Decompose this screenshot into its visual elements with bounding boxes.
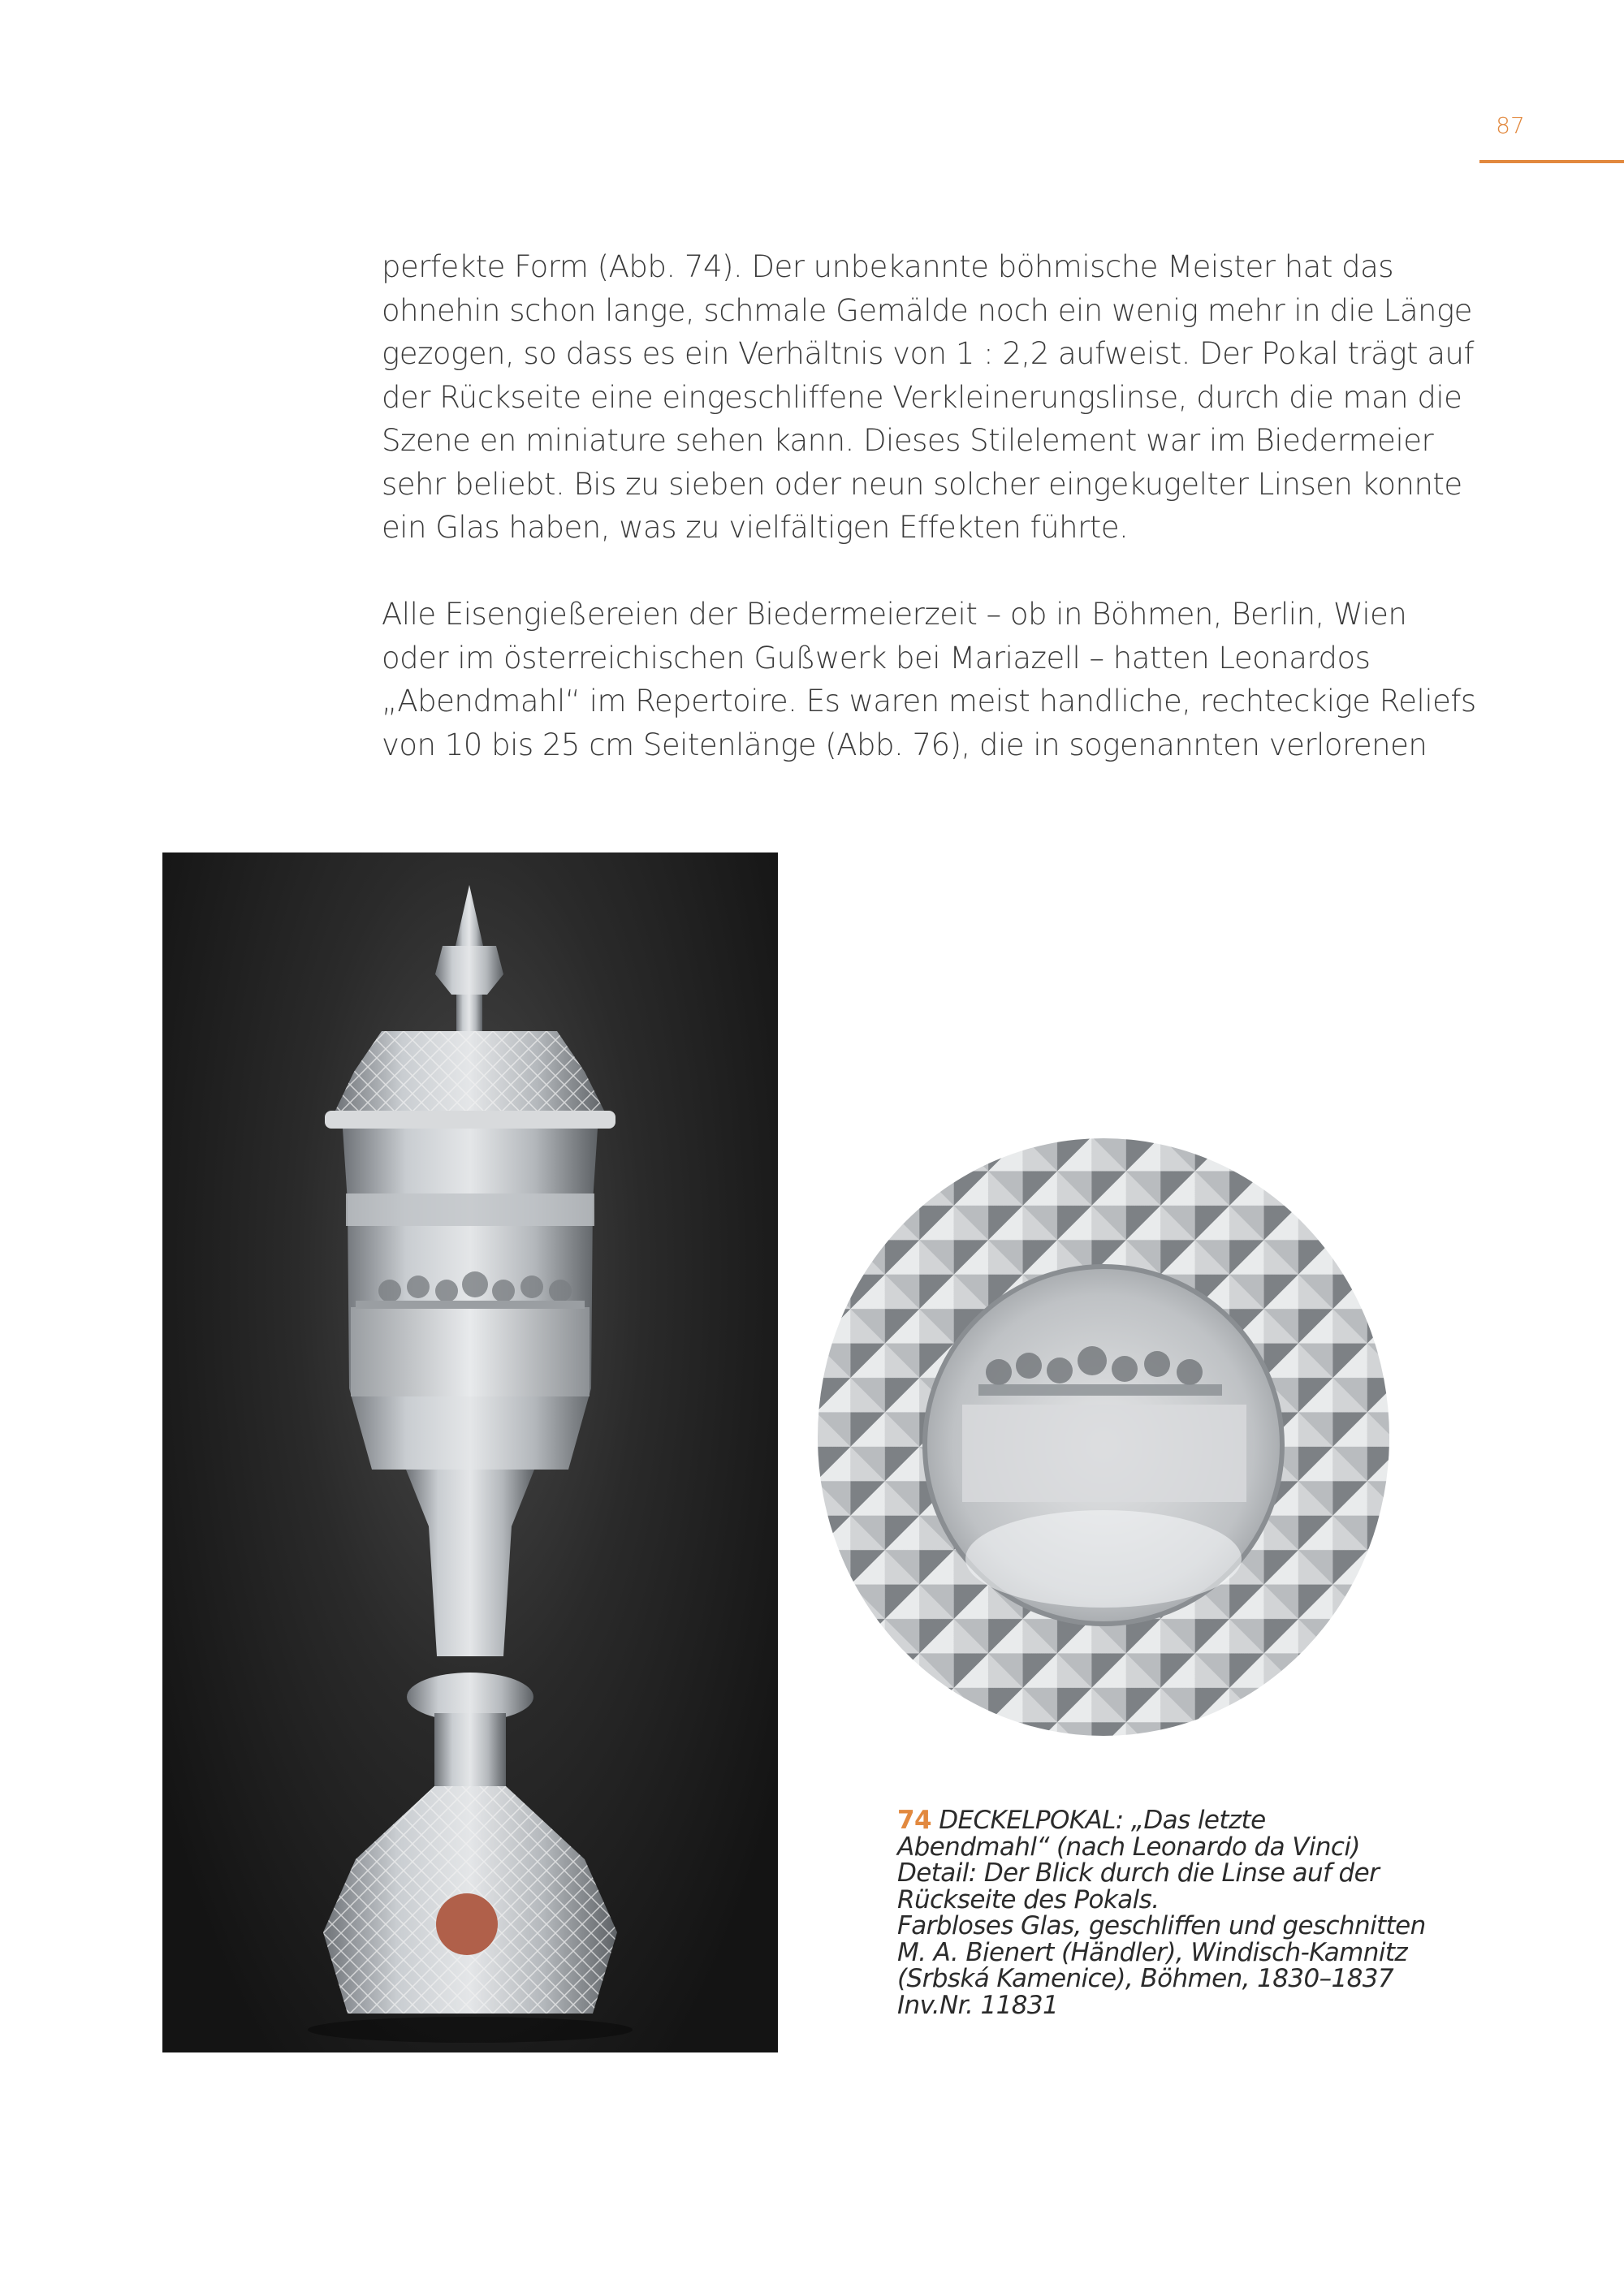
paragraph-1	[382, 245, 1474, 550]
lens-detail-photo	[816, 1137, 1391, 1737]
caption-line: Abendmahl“ (nach Leonardo da Vinci)	[897, 1832, 1360, 1862]
page-number-rule	[1479, 160, 1624, 163]
caption-line: Rückseite des Pokals.	[897, 1884, 1160, 1914]
text-line: von 10 bis 25 cm Seitenlänge (Abb. 76), die in sogenannten verlorenen	[382, 727, 1427, 762]
figure-number: 74	[897, 1806, 931, 1835]
text-line: ohnehin schon lange, schmale Gemälde noch ein wenig mehr in die Länge	[382, 292, 1472, 328]
text-line: oder im österreichischen Gußwerk bei Mariazell – hatten Leonardos	[382, 640, 1371, 676]
caption-text: DECKELPOKAL: „Das letzte	[939, 1806, 1266, 1835]
text-line: sehr beliebt. Bis zu sieben oder neun solcher eingekugelter Linsen konnte	[382, 466, 1462, 502]
page-number: 87	[1496, 112, 1525, 139]
text-line: Szene en miniature sehen kann. Dieses Stilelement war im Biedermeier	[382, 423, 1434, 458]
text-line: der Rückseite eine eingeschliffene Verkleinerungslinse, durch die man die	[382, 379, 1462, 415]
paragraph-2	[382, 593, 1476, 766]
caption-line: M. A. Bienert (Händler), Windisch-Kamnitz	[897, 1937, 1408, 1967]
goblet-photo	[162, 852, 778, 2052]
text-line: Alle Eisengießereien der Biedermeierzeit – ob in Böhmen, Berlin, Wien	[382, 597, 1407, 632]
text-line: gezogen, so dass es ein Verhältnis von 1 : 2,2 aufweist. Der Pokal trägt auf	[382, 336, 1474, 371]
text-line: ein Glas haben, was zu vielfältigen Effekten führte.	[382, 510, 1129, 545]
figure-caption	[897, 1807, 1466, 2018]
text-line: perfekte Form (Abb. 74). Der unbekannte böhmische Meister hat das	[382, 249, 1394, 284]
caption-line: (Srbská Kamenice), Böhmen, 1830–1837	[897, 1964, 1394, 1993]
caption-line: Farbloses Glas, geschliffen und geschnitten	[897, 1911, 1426, 1940]
caption-line: Detail: Der Blick durch die Linse auf der	[897, 1858, 1380, 1888]
text-line: „Abendmahl“ im Repertoire. Es waren meist handliche, rechteckige Reliefs	[382, 684, 1476, 719]
caption-line	[897, 1807, 1466, 1834]
caption-line: Inv.Nr. 11831	[897, 1990, 1059, 2020]
body-text	[382, 245, 1476, 766]
